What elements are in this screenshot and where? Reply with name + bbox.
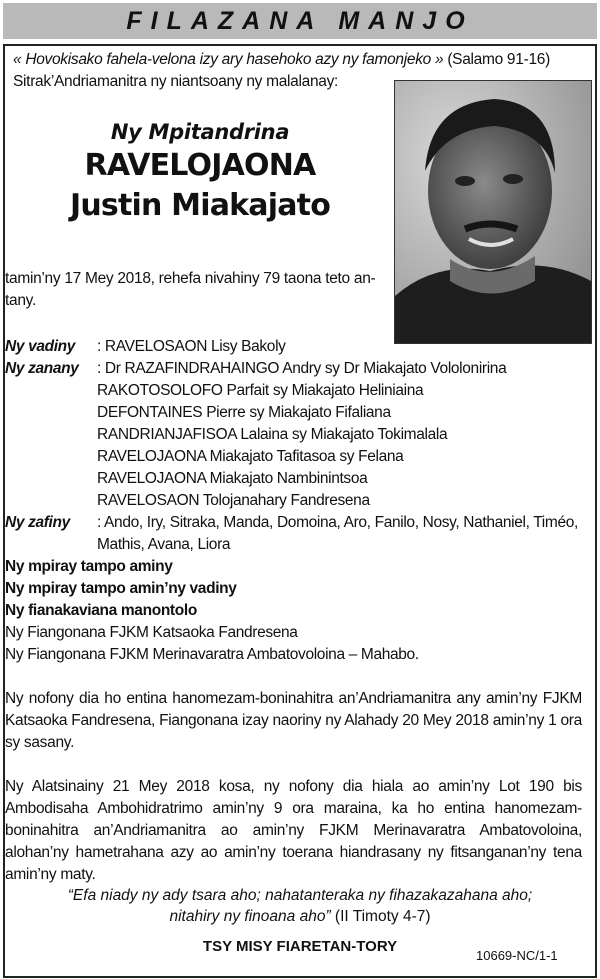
intro-announcement: Sitrak’Andriamanitra ny niantsoany ny malalanay: [13,72,339,90]
intro-quote-line [13,49,588,71]
church-entry: Ny Fiangonana FJKM Merinavaratra Ambatovoloina – Mahabo. [5,646,419,663]
death-line: tany. [5,292,36,309]
deceased-name-block [0,118,400,226]
family-group: Ny mpiray tampo aminy [5,558,173,575]
child-entry: RANDRIANJAFISOA Lalaina sy Miakajato Tokimalala [97,426,448,443]
family-group: Ny fianakaviana manontolo [5,602,197,619]
no-wake-notice: TSY MISY FIARETAN-TORY [202,938,398,955]
church-entry: Ny Fiangonana FJKM Katsaoka Fandresena [5,624,298,641]
psalm-reference: (Salamo 91-16) [447,51,550,68]
family-group: Ny mpiray tampo amin’ny vadiny [5,580,237,597]
spouse-name: : RAVELOSAON Lisy Bakoly [97,338,286,355]
child-entry: RAVELOJAONA Miakajato Nambinintsoa [97,470,368,487]
closing-quote [0,885,600,927]
child-entry: RAVELOSAON Tolojanahary Fandresena [97,492,370,509]
burial-paragraph: Ny Alatsinainy 21 Mey 2018 kosa, ny nofony dia hiala ao amin’ny Lot 190 bis Ambodisaha Ambohidratrimo amin’ny 9 ora maraina, ka ho entina hanomezam-boninahitra an’Andriamanitra ao amin’ny FJKM Merinavaratra Ambatovoloina, alohan’ny hametrahana azy ao amin’ny toerana hiandrasany ny fitsanganan’ny tena amin’ny maty. [5,778,582,883]
closing-quote-line: “Efa niady ny ady tsara aho; nahatanteraka ny fihazakazahana aho; [67,887,533,904]
closing-quote-reference: (II Timoty 4-7) [334,908,431,925]
grandchildren-names: Mathis, Avana, Liora [97,536,231,553]
deceased-surname: RAVELOJAONA [84,148,316,183]
deceased-given-name: Justin Miakajato [69,188,331,223]
psalm-quote: « Hovokisako fahela-velona izy ary hasehoko azy ny famonjeko » [13,51,444,68]
spouse-row [5,336,585,358]
children-label: Ny zanany [5,360,79,377]
service-paragraph: Ny nofony dia ho entina hanomezam-boninahitra an’Andriamanitra any amin’ny FJKM Katsaoka Fandresena, Fiangonana izay naoriny ny Alahady 20 Mey 2018 amin’ny 1 ora sy sasany. [5,690,582,751]
reference-code: 10669-NC/1-1 [476,948,558,963]
portrait-image [395,81,591,343]
notice-title: FILAZANA MANJO [126,6,474,35]
child-entry: RAVELOJAONA Miakajato Tafitasoa sy Felana [97,448,404,465]
death-line: tamin’ny 17 Mey 2018, rehefa nivahiny 79 taona teto an- [5,270,376,287]
header-banner [3,3,597,39]
child-entry: DEFONTAINES Pierre sy Miakajato Fifaliana [97,404,391,421]
child-entry: RAKOTOSOLOFO Parfait sy Miakajato Heliniaina [97,382,424,399]
family-list [5,336,585,666]
grandchildren-names: : Ando, Iry, Sitraka, Manda, Domoina, Aro, Fanilo, Nosy, Nathaniel, Timéo, [97,514,578,531]
grandchildren-label: Ny zafiny [5,514,70,531]
grandchildren-row [5,512,585,534]
closing-quote-line: nitahiry ny finoana aho” [169,908,331,925]
deceased-role: Ny Mpitandrina [110,120,290,144]
spouse-label: Ny vadiny [5,338,76,355]
death-statement [5,268,387,312]
child-entry: : Dr RAZAFINDRAHAINGO Andry sy Dr Miakajato Vololonirina [97,360,507,377]
portrait-photo [394,80,592,344]
children-row [5,358,585,380]
